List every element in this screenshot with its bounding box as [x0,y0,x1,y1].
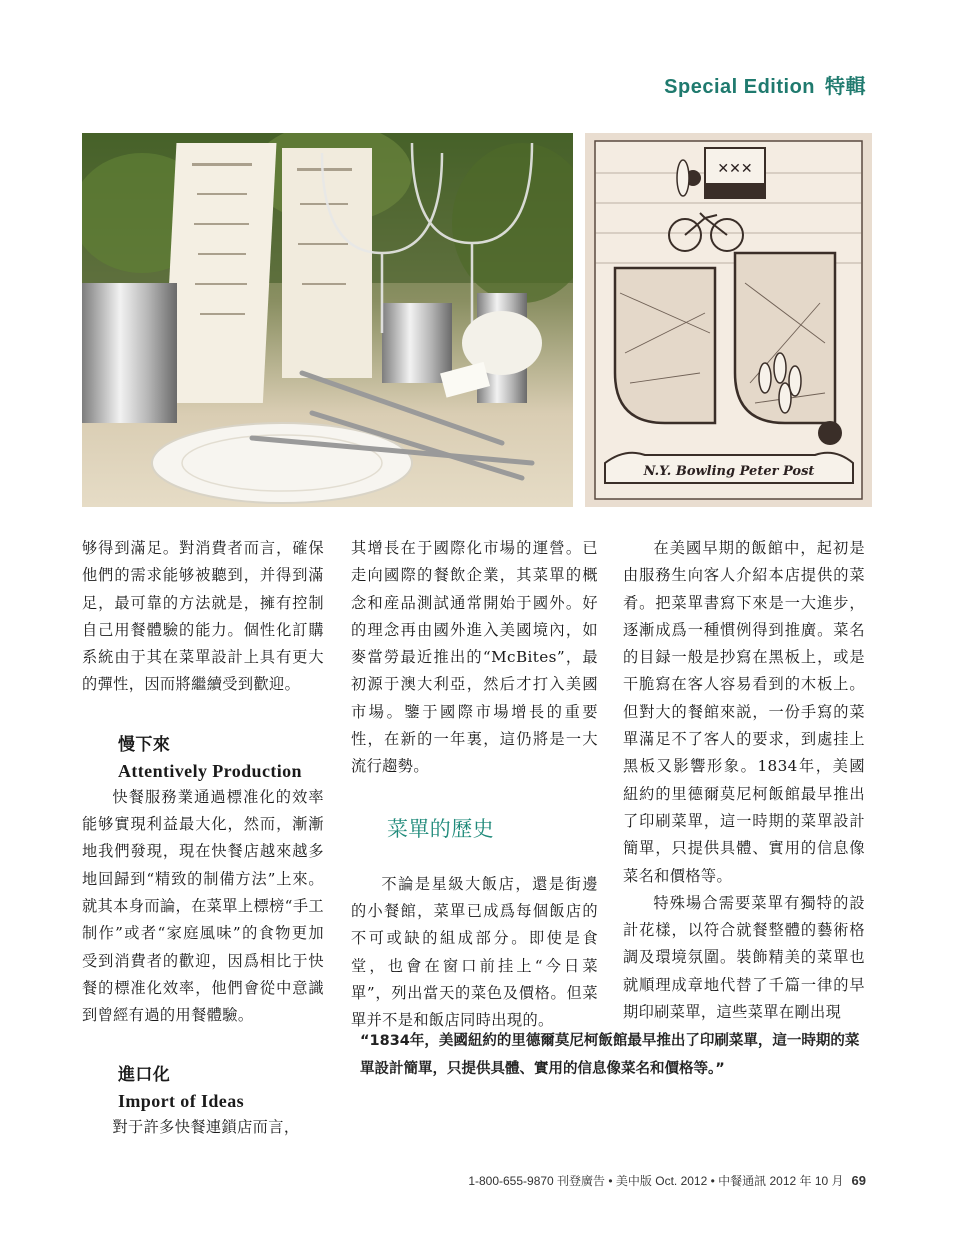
subheading-import: 進口化 [118,1065,171,1086]
col1-paragraph-3: 對于許多快餐連鎖店而言， [112,1118,300,1137]
article-column-1 [82,535,324,1142]
article-column-2 [351,535,598,1034]
section-header [664,70,866,99]
footer-publication-info: 1-800-655-9870 刊登廣告 • 美中版 Oct. 2012 • 中餐通訊 2012 年 10 月 [468,1174,844,1188]
pull-quote: “1834年，美國紐約的里德爾莫尼柯飯館最早推出了印刷菜單，這一時期的菜單設計簡單，只提供具體、實用的信息像菜名和價格等。” [360,1033,860,1077]
col1-paragraph-2: 快餐服務業通過標准化的效率能够實現利益最大化，然而，漸漸地我們發現，現在快餐店越來越多地回歸到“精致的制備方法”上來。就其本身而論，在菜單上標榜“手工制作”或者“家庭風味”的食物更加受到消費者的歡迎，因爲相比于快餐的標准化效率，他們會從中意識到曾經有過的用餐體驗。 [82,787,324,1025]
table-setting-photo [82,133,573,507]
section-title-menu-history: 菜單的歷史 [387,816,494,841]
article-column-3 [623,535,865,1026]
svg-text:✕✕✕: ✕✕✕ [717,161,753,177]
table-setting-image [82,133,573,507]
subheading-slow-down: 慢下來 [118,734,171,755]
col2-paragraph-2: 不論是星級大飯店，還是街邊的小餐館，菜單已成爲每個飯店的不可或缺的組成部分。即使是食堂，也會在窗口前挂上“今日菜單”，列出當天的菜色及價格。但菜單并不是和飯店同時出現的。 [351,874,598,1030]
bowling-engraving-image [585,133,872,507]
page-number: 69 [851,1173,866,1188]
header-chinese: 特輯 [825,76,866,98]
col1-paragraph-1: 够得到滿足。對消費者而言，確保他們的需求能够被聽到，并得到滿足，最可靠的方法就是，擁有控制自己用餐體驗的能力。個性化訂購系統由于其在菜單設計上具有更大的彈性，因而將繼續受到歡迎。 [82,539,324,694]
col3-paragraph-1: 在美國早期的飯館中，起初是由服務生向客人介紹本店提供的菜肴。把菜單書寫下來是一大進步，逐漸成爲一種慣例得到推廣。菜名的目録一般是抄寫在黑板上，或是干脆寫在客人容易看到的木板上。但對大的餐館來説，一份手寫的菜單滿足不了客人的要求，到處挂上黑板又影響形象。1834年，美國紐約的里德爾莫尼柯飯館最早推出了印刷菜單，這一時期的菜單設計簡單，只提供具體、實用的信息像菜名和價格等。 [623,539,865,885]
page-footer [468,1172,866,1189]
header-english: Special Edition [664,76,815,98]
subheading-import-of-ideas: Import of Ideas [118,1091,244,1112]
col3-paragraph-2: 特殊場合需要菜單有獨特的設計花樣，以符合就餐整體的藝術格調及環境氛圍。裝飾精美的菜單也就順理成章地代替了千篇一律的早期印刷菜單，這些菜單在剛出現 [623,893,865,1022]
subheading-attentively-production: Attentively Production [118,760,302,781]
bowling-illustration [585,133,872,507]
illustration-banner-text: N.Y. Bowling Peter Post [643,464,815,479]
col2-paragraph-1: 其增長在于國際化市場的運營。已走向國際的餐飲企業，其菜單的概念和産品測試通常開始于國外。好的理念再由國外進入美國境內，如麥當勞最近推出的“McBites”，最初源于澳大利亞，然后才打入美國市場。鑒于國際市場增長的重要性，在新的一年裏，這仍將是一大流行趨勢。 [351,539,598,776]
